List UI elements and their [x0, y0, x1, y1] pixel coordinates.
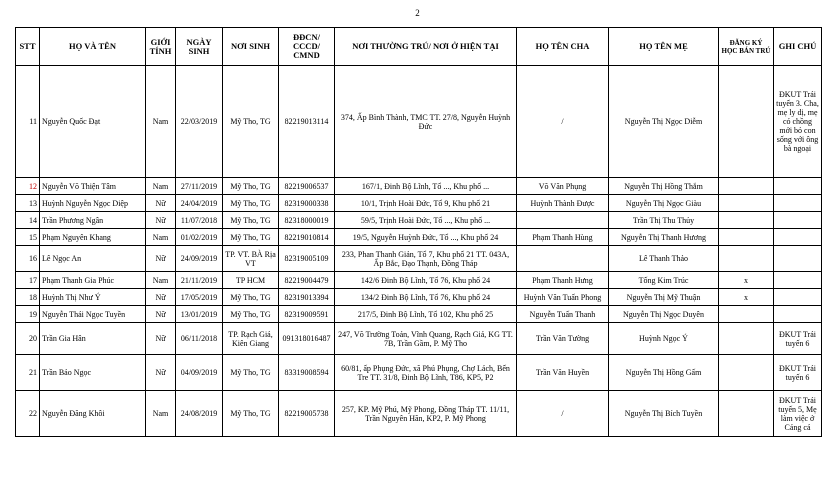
row-birthplace: Mỹ Tho, TG — [223, 66, 279, 178]
row-dob: 21/11/2019 — [176, 272, 223, 289]
row-father: Trần Văn Tường — [517, 323, 609, 355]
row-father: / — [517, 66, 609, 178]
header-address: NƠI THƯỜNG TRÚ/ NƠI Ở HIỆN TẠI — [335, 28, 517, 66]
row-boarding — [719, 212, 774, 229]
row-name: Trần Bảo Ngọc — [40, 355, 146, 391]
row-address: 134/2 Đinh Bộ Lĩnh, Tổ 76, Khu phố 24 — [335, 289, 517, 306]
row-boarding: x — [719, 289, 774, 306]
row-stt: 17 — [16, 272, 40, 289]
row-birthplace: Mỹ Tho, TG — [223, 306, 279, 323]
row-boarding — [719, 229, 774, 246]
row-mother: Nguyễn Thị Bích Tuyền — [609, 391, 719, 437]
row-boarding — [719, 66, 774, 178]
table-row — [16, 229, 822, 246]
header-id-number: ĐĐCN/ CCCD/ CMND — [279, 28, 335, 66]
row-id-number: 82219005738 — [279, 391, 335, 437]
row-boarding — [719, 391, 774, 437]
header-gender: GIỚI TÍNH — [146, 28, 176, 66]
row-note — [774, 246, 822, 272]
row-mother: Nguyễn Thị Mỹ Thuận — [609, 289, 719, 306]
row-note: ĐKUT Trái tuyến 3. Cha, mẹ ly dị, mẹ có chồng mới bỏ con sống với ông bà ngoại — [774, 66, 822, 178]
page-number: 2 — [415, 8, 420, 18]
row-note: ĐKUT Trái tuyến 6 — [774, 355, 822, 391]
row-birthplace: TP HCM — [223, 272, 279, 289]
row-address: 247, Võ Trường Toản, Vĩnh Quang, Rạch Giá, KG TT. 7B, Trần Gầm, P. Mỹ Tho — [335, 323, 517, 355]
table-row — [16, 272, 822, 289]
row-birthplace: Mỹ Tho, TG — [223, 195, 279, 212]
row-note — [774, 272, 822, 289]
row-boarding — [719, 355, 774, 391]
row-id-number: 82219013114 — [279, 66, 335, 178]
table-row — [16, 195, 822, 212]
row-birthplace: TP. Rạch Giá, Kiên Giang — [223, 323, 279, 355]
row-boarding — [719, 323, 774, 355]
row-id-number: 091318016487 — [279, 323, 335, 355]
row-id-number: 82219010814 — [279, 229, 335, 246]
row-boarding — [719, 306, 774, 323]
row-stt: 22 — [16, 391, 40, 437]
row-dob: 22/03/2019 — [176, 66, 223, 178]
row-birthplace: Mỹ Tho, TG — [223, 229, 279, 246]
row-dob: 27/11/2019 — [176, 178, 223, 195]
row-father: Huỳnh Thành Được — [517, 195, 609, 212]
row-birthplace: TP. VT. BÀ Rịa VT — [223, 246, 279, 272]
row-name: Nguyễn Đăng Khôi — [40, 391, 146, 437]
row-stt: 12 — [16, 178, 40, 195]
row-note — [774, 306, 822, 323]
row-address: 257, KP. Mỹ Phú, Mỹ Phong, Đồng Tháp TT. 11/11, Trần Nguyên Hãn, KP2, P. Mỹ Phong — [335, 391, 517, 437]
row-boarding — [719, 178, 774, 195]
row-id-number: 83319008594 — [279, 355, 335, 391]
row-father: / — [517, 391, 609, 437]
table-row — [16, 323, 822, 355]
row-boarding: x — [719, 272, 774, 289]
row-gender: Nam — [146, 272, 176, 289]
table-row — [16, 355, 822, 391]
row-note: ĐKUT Trái tuyến 5, Mẹ làm việc ở Cảng cá — [774, 391, 822, 437]
row-dob: 04/09/2019 — [176, 355, 223, 391]
row-birthplace: Mỹ Tho, TG — [223, 355, 279, 391]
row-mother: Huỳnh Ngọc Ý — [609, 323, 719, 355]
table-row — [16, 246, 822, 272]
header-mother: HỌ TÊN MẸ — [609, 28, 719, 66]
row-boarding — [719, 195, 774, 212]
row-gender: Nữ — [146, 212, 176, 229]
row-id-number: 82219006537 — [279, 178, 335, 195]
row-gender: Nữ — [146, 306, 176, 323]
row-stt: 14 — [16, 212, 40, 229]
row-address: 60/81, ấp Phụng Đức, xã Phú Phụng, Chợ Lách, Bến Tre TT. 31/8, Đinh Bộ Lĩnh, T86, KP5, P2 — [335, 355, 517, 391]
row-name: Nguyễn Thái Ngọc Tuyền — [40, 306, 146, 323]
row-dob: 13/01/2019 — [176, 306, 223, 323]
header-dob: NGÀY SINH — [176, 28, 223, 66]
header-boarding: ĐĂNG KÝ HỌC BÁN TRÚ — [719, 28, 774, 66]
row-birthplace: Mỹ Tho, TG — [223, 391, 279, 437]
row-address: 233, Phan Thanh Giản, Tổ 7, Khu phố 21 TT. 043A, Ấp Bắc, Đạo Thạnh, Đồng Tháp — [335, 246, 517, 272]
row-gender: Nam — [146, 229, 176, 246]
row-dob: 24/08/2019 — [176, 391, 223, 437]
row-birthplace: Mỹ Tho, TG — [223, 212, 279, 229]
row-father: Huỳnh Văn Tuấn Phong — [517, 289, 609, 306]
table-row — [16, 212, 822, 229]
row-id-number: 82318000019 — [279, 212, 335, 229]
student-roster-table — [15, 27, 822, 437]
row-address: 59/5, Trịnh Hoài Đức, Tổ ..., Khu phố ... — [335, 212, 517, 229]
row-father — [517, 246, 609, 272]
row-address: 217/5, Đinh Bộ Lĩnh, Tổ 102, Khu phố 25 — [335, 306, 517, 323]
row-dob: 11/07/2018 — [176, 212, 223, 229]
table-row — [16, 66, 822, 178]
row-id-number: 82319013394 — [279, 289, 335, 306]
table-row — [16, 306, 822, 323]
header-birthplace: NƠI SINH — [223, 28, 279, 66]
row-address: 142/6 Đinh Bộ Lĩnh, Tổ 76, Khu phố 24 — [335, 272, 517, 289]
row-address: 19/5, Nguyễn Huỳnh Đức, Tổ ..., Khu phố 24 — [335, 229, 517, 246]
row-father: Võ Văn Phụng — [517, 178, 609, 195]
row-note — [774, 289, 822, 306]
row-stt: 21 — [16, 355, 40, 391]
row-birthplace: Mỹ Tho, TG — [223, 289, 279, 306]
row-gender: Nữ — [146, 289, 176, 306]
row-name: Phạm Nguyên Khang — [40, 229, 146, 246]
row-stt: 20 — [16, 323, 40, 355]
row-stt: 15 — [16, 229, 40, 246]
row-dob: 06/11/2018 — [176, 323, 223, 355]
row-father: Phạm Thanh Hùng — [517, 229, 609, 246]
row-mother: Nguyễn Thị Ngọc Diễm — [609, 66, 719, 178]
row-stt: 18 — [16, 289, 40, 306]
row-father: Nguyễn Tuấn Thanh — [517, 306, 609, 323]
row-stt: 16 — [16, 246, 40, 272]
row-name: Nguyễn Võ Thiện Tâm — [40, 178, 146, 195]
table-header-row — [16, 28, 822, 66]
header-name: HỌ VÀ TÊN — [40, 28, 146, 66]
table-row — [16, 289, 822, 306]
row-id-number: 82319005109 — [279, 246, 335, 272]
row-note — [774, 212, 822, 229]
header-notes: GHI CHÚ — [774, 28, 822, 66]
row-name: Trần Phương Ngân — [40, 212, 146, 229]
row-note — [774, 178, 822, 195]
row-mother: Lê Thanh Thảo — [609, 246, 719, 272]
row-note — [774, 229, 822, 246]
row-address: 374, Ấp Bình Thành, TMC TT. 27/8, Nguyễn Huỳnh Đức — [335, 66, 517, 178]
row-father — [517, 212, 609, 229]
row-boarding — [719, 246, 774, 272]
row-gender: Nam — [146, 178, 176, 195]
row-gender: Nữ — [146, 355, 176, 391]
row-dob: 01/02/2019 — [176, 229, 223, 246]
row-address: 10/1, Trịnh Hoài Đức, Tổ 9, Khu phố 21 — [335, 195, 517, 212]
row-father: Phạm Thanh Hưng — [517, 272, 609, 289]
row-mother: Nguyễn Thị Thanh Hương — [609, 229, 719, 246]
row-name: Trần Gia Hân — [40, 323, 146, 355]
row-id-number: 82219004479 — [279, 272, 335, 289]
row-mother: Tống Kim Trúc — [609, 272, 719, 289]
row-gender: Nữ — [146, 246, 176, 272]
row-gender: Nữ — [146, 195, 176, 212]
row-name: Huỳnh Nguyễn Ngọc Diệp — [40, 195, 146, 212]
row-id-number: 82319009591 — [279, 306, 335, 323]
row-dob: 24/09/2019 — [176, 246, 223, 272]
row-note — [774, 195, 822, 212]
table-row — [16, 178, 822, 195]
row-address: 167/1, Đinh Bộ Lĩnh, Tổ ..., Khu phố ... — [335, 178, 517, 195]
row-name: Phạm Thanh Gia Phúc — [40, 272, 146, 289]
row-father: Trần Văn Huyền — [517, 355, 609, 391]
row-birthplace: Mỹ Tho, TG — [223, 178, 279, 195]
row-dob: 24/04/2019 — [176, 195, 223, 212]
row-stt: 13 — [16, 195, 40, 212]
table-row — [16, 391, 822, 437]
row-name: Nguyễn Quốc Đạt — [40, 66, 146, 178]
row-stt: 11 — [16, 66, 40, 178]
row-gender: Nam — [146, 391, 176, 437]
row-note: ĐKUT Trái tuyến 6 — [774, 323, 822, 355]
header-father: HỌ TÊN CHA — [517, 28, 609, 66]
row-dob: 17/05/2019 — [176, 289, 223, 306]
row-mother: Nguyễn Thị Hồng Gấm — [609, 355, 719, 391]
row-id-number: 82319000338 — [279, 195, 335, 212]
row-gender: Nữ — [146, 323, 176, 355]
row-stt: 19 — [16, 306, 40, 323]
row-mother: Trần Thị Thu Thủy — [609, 212, 719, 229]
row-name: Huỳnh Thị Như Ý — [40, 289, 146, 306]
row-mother: Nguyễn Thị Ngọc Giàu — [609, 195, 719, 212]
header-stt: STT — [16, 28, 40, 66]
row-mother: Nguyễn Thị Hồng Thắm — [609, 178, 719, 195]
row-gender: Nam — [146, 66, 176, 178]
row-mother: Nguyễn Thị Ngọc Duyên — [609, 306, 719, 323]
row-name: Lê Ngọc An — [40, 246, 146, 272]
